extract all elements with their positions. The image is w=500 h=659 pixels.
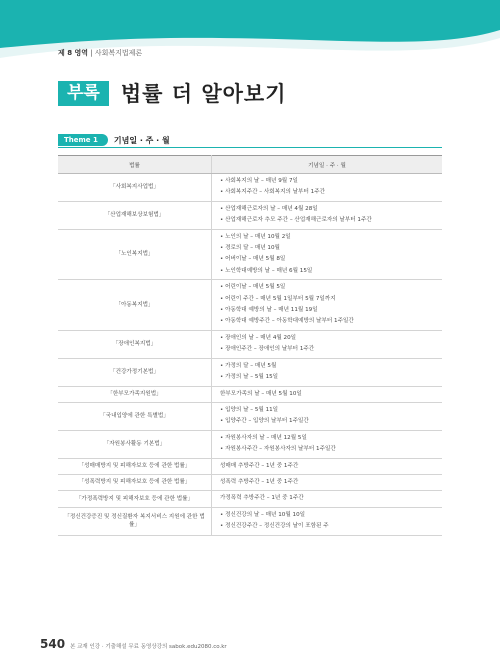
- anniversary-text: 장애인주간 – 장애인의 날부터 1주간: [225, 346, 315, 353]
- bullet-icon: •: [220, 434, 226, 441]
- anniversary-text: 가정의 달 – 매년 5월: [225, 362, 277, 369]
- table-row: [58, 201, 442, 229]
- anniversary-text: 가정폭력 추방주간 – 1년 중 1주간: [220, 495, 304, 502]
- anniversary-item: [220, 405, 438, 416]
- table-row: [58, 280, 442, 331]
- bullet-icon: •: [220, 362, 226, 369]
- anniversary-cell: [212, 491, 443, 507]
- bullet-icon: •: [220, 205, 226, 212]
- table-row: [58, 491, 442, 507]
- anniversary-item: [220, 389, 438, 400]
- bullet-icon: •: [220, 245, 226, 252]
- law-name: 「성매매방지 및 피해자보호 등에 관한 법률」: [58, 458, 212, 474]
- anniversary-item: [220, 294, 438, 305]
- appendix-badge: 부록: [58, 81, 109, 106]
- table-row: [58, 229, 442, 280]
- table-row: [58, 174, 442, 202]
- section-name: 사회복지법제론: [94, 49, 143, 57]
- section-number: 제 8 영역: [58, 49, 89, 57]
- page-footer: [40, 637, 227, 651]
- bullet-icon: •: [220, 406, 226, 413]
- table-row: [58, 430, 442, 458]
- law-name: 「성폭력방지 및 피해자보호 등에 관한 법률」: [58, 474, 212, 490]
- section-label: [58, 48, 142, 58]
- anniversary-text: 성폭력 추방주간 – 1년 중 1주간: [220, 478, 299, 485]
- anniversary-text: 정신건강의 날 – 매년 10월 10일: [225, 511, 306, 518]
- anniversary-text: 아동학대 예방의 날 – 매년 11월 19일: [225, 307, 318, 314]
- anniversary-item: [220, 305, 438, 316]
- anniversary-item: [220, 433, 438, 444]
- anniversary-item: [220, 215, 438, 226]
- bullet-icon: •: [220, 511, 226, 518]
- law-name: 「사회복지사업법」: [58, 174, 212, 202]
- law-name: 「가정폭력방지 및 피해자보호 등에 관한 법률」: [58, 491, 212, 507]
- bullet-icon: •: [220, 295, 226, 302]
- law-name: 「국내입양에 관한 특별법」: [58, 402, 212, 430]
- anniversary-item: [220, 204, 438, 215]
- bullet-icon: •: [220, 334, 226, 341]
- anniversary-text: 입양주간 – 입양의 날부터 1주일간: [225, 418, 309, 425]
- anniversary-cell: [212, 474, 443, 490]
- theme-label: Theme 1: [58, 134, 108, 146]
- bullet-icon: •: [220, 178, 226, 184]
- table-row: [58, 474, 442, 490]
- anniversary-item: [220, 521, 438, 532]
- anniversary-text: 가정의 날 – 5월 15일: [225, 374, 279, 381]
- column-header-anniversary: 기념일 · 주 · 월: [212, 156, 443, 174]
- anniversary-cell: [212, 330, 443, 358]
- anniversary-cell: [212, 229, 443, 280]
- law-name: 「산업재해보상보험법」: [58, 201, 212, 229]
- theme-divider: [58, 147, 442, 148]
- anniversary-cell: [212, 358, 443, 386]
- table-body: [58, 174, 442, 536]
- anniversary-text: 어린이 주간 – 매년 5월 1일부터 5월 7일까지: [225, 295, 336, 302]
- anniversary-item: [220, 316, 438, 327]
- anniversary-text: 자원봉사주간 – 자원봉사자의 날부터 1주일간: [225, 446, 336, 453]
- anniversary-text: 입양의 날 – 5월 11일: [225, 406, 279, 413]
- header-decoration: [0, 0, 500, 70]
- anniversary-text: 아동학대 예방주간 – 아동학대예방의 날부터 1주일간: [225, 318, 354, 325]
- footer-text: 본 교재 인강 · 기출해설 무료 동영상강의 sabok.edu2080.co.kr: [70, 644, 227, 650]
- anniversary-item: [220, 266, 438, 277]
- bullet-icon: •: [220, 233, 226, 240]
- anniversary-item: [220, 243, 438, 254]
- anniversary-item: [220, 444, 438, 455]
- bullet-icon: •: [220, 256, 226, 263]
- anniversary-text: 정신건강주간 – 정신건강의 날이 포함된 주: [225, 523, 329, 530]
- bullet-icon: •: [220, 318, 226, 325]
- anniversary-cell: [212, 201, 443, 229]
- law-name: 「건강가정기본법」: [58, 358, 212, 386]
- law-name: 「정신건강증진 및 정신질환자 복지서비스 지원에 관한 법률」: [58, 507, 212, 535]
- anniversary-item: [220, 477, 438, 488]
- anniversary-cell: [212, 458, 443, 474]
- law-name: 「자원봉사활동 기본법」: [58, 430, 212, 458]
- bullet-icon: •: [220, 284, 226, 291]
- anniversary-item: [220, 416, 438, 427]
- section-divider: |: [90, 49, 95, 57]
- law-name: 「아동복지법」: [58, 280, 212, 331]
- anniversary-cell: [212, 174, 443, 202]
- anniversary-text: 산업재해근로자 추모 주간 – 산업재해근로자의 날부터 1주간: [225, 217, 372, 224]
- anniversary-text: 노인학대예방의 날 – 매년 6월 15일: [225, 267, 313, 274]
- bullet-icon: •: [220, 374, 226, 381]
- anniversary-text: 산업재해근로자의 날 – 매년 4월 28일: [225, 205, 318, 212]
- table-row: [58, 507, 442, 535]
- law-anniversary-table: [58, 155, 442, 536]
- bullet-icon: •: [220, 307, 226, 314]
- anniversary-item: [220, 461, 438, 472]
- bullet-icon: •: [220, 217, 226, 224]
- anniversary-text: 사회복지주간 – 사회복지의 날부터 1주간: [225, 189, 326, 196]
- anniversary-cell: [212, 280, 443, 331]
- anniversary-cell: [212, 386, 443, 402]
- bullet-icon: •: [220, 446, 226, 453]
- page-title: 법률 더 알아보기: [120, 82, 287, 106]
- law-name: 「한부모가족지원법」: [58, 386, 212, 402]
- anniversary-text: 어버이날 – 매년 5월 8일: [225, 256, 286, 263]
- anniversary-text: 성매매 추방주간 – 1년 중 1주간: [220, 462, 299, 469]
- table-row: [58, 386, 442, 402]
- anniversary-cell: [212, 430, 443, 458]
- anniversary-item: [220, 176, 438, 187]
- anniversary-text: 한부모가족의 날 – 매년 5월 10일: [220, 390, 302, 397]
- table-row: [58, 358, 442, 386]
- anniversary-cell: [212, 402, 443, 430]
- table-header-row: [58, 156, 442, 174]
- law-name: 「장애인복지법」: [58, 330, 212, 358]
- anniversary-text: 어린이날 – 매년 5월 5일: [225, 284, 286, 291]
- anniversary-item: [220, 493, 438, 504]
- page-number: 540: [40, 637, 66, 651]
- anniversary-item: [220, 232, 438, 243]
- column-header-law: 법률: [58, 156, 212, 174]
- anniversary-cell: [212, 507, 443, 535]
- law-name: 「노인복지법」: [58, 229, 212, 280]
- table-row: [58, 330, 442, 358]
- anniversary-item: [220, 372, 438, 383]
- anniversary-text: 자원봉사자의 날 – 매년 12월 5일: [225, 434, 307, 441]
- anniversary-item: [220, 254, 438, 265]
- anniversary-text: 장애인의 날 – 매년 4월 20일: [225, 334, 297, 341]
- anniversary-item: [220, 344, 438, 355]
- anniversary-item: [220, 510, 438, 521]
- anniversary-text: 노인의 날 – 매년 10월 2일: [225, 233, 291, 240]
- bullet-icon: •: [220, 523, 226, 530]
- theme-header: [58, 134, 442, 146]
- anniversary-text: 경로의 달 – 매년 10월: [225, 245, 280, 252]
- anniversary-text: 사회복지의 날 – 매년 9월 7일: [225, 178, 298, 184]
- anniversary-item: [220, 282, 438, 293]
- theme-title: 기념일 · 주 · 월: [113, 135, 170, 145]
- anniversary-item: [220, 361, 438, 372]
- table-row: [58, 402, 442, 430]
- bullet-icon: •: [220, 346, 226, 353]
- bullet-icon: •: [220, 189, 226, 196]
- page-heading: [58, 78, 286, 108]
- table-row: [58, 458, 442, 474]
- anniversary-item: [220, 333, 438, 344]
- bullet-icon: •: [220, 267, 226, 274]
- bullet-icon: •: [220, 418, 226, 425]
- anniversary-item: [220, 187, 438, 198]
